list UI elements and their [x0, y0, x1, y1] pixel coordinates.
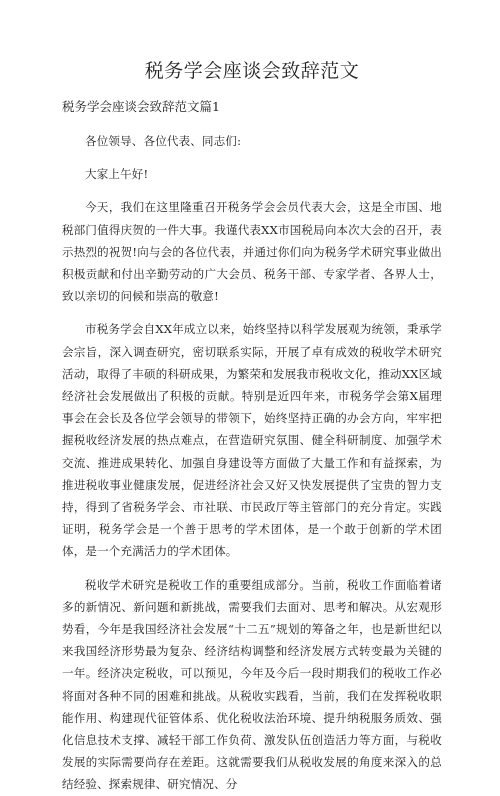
paragraph-2: 市税务学会自XX年成立以来，始终坚持以科学发展观为统领，秉承学会宗旨，深入调查研究，密切联系实际，开展了卓有成效的税收学术研究活动，取得了丰硕的科研成果，为繁荣和发展我市税收文化，推动XX区域经济社会发展做出了积极的贡献。特别是近四年来，市税务学会第X届理事会在会长及各位学会领导的带领下，始终坚持正确的办会方向，牢牢把握税收经济发展的热点难点，在营造研究氛围、健全科研制度、加强学术交流、推进成果转化、加强自身建设等方面做了大量工作和有益探索，为推进税收事业健康发展，促进经济社会又好又快发展提供了宝贵的智力支持，得到了省税务学会、市社联、市民政厅等主管部门的充分肯定。实践证明，税务学会是一个善于思考的学术团体，是一个敢于创新的学术团体，是一个充满活力的学术团体。	[62, 322, 442, 559]
greeting: 大家上午好!	[85, 167, 149, 182]
paragraph-3: 税收学术研究是税收工作的重要组成部分。当前，税收工作面临着诸多的新情况、新问题和新挑战，需要我们去面对、思考和解决。从宏观形势看，今年是我国经济社会发展“十二五”规划的筹备之年，也是新世纪以来我国经济形势最为复杂、经济结构调整和经济发展方式转变最为关键的一年。经济决定税收，可以预见，今年及今后一段时期我们的税收工作必将面对各种不同的困难和挑战。从税收实践看，当前，我们在发挥税收职能作用、构建现代征管体系、优化税收法治环境、提升纳税服务质效、强化信息技术支撑、减轻干部工作负荷、激发队伍创造活力等方面，与税收发展的实际需要尚存在差距。这就需要我们从税收发展的角度来深入的总结经验、探索规律、研究情况、分	[62, 577, 442, 792]
paragraph-1: 今天，我们在这里隆重召开税务学会会员代表大会，这是全市国、地税部门值得庆贺的一件大事。我谨代表XX市国税局向本次大会的召开，表示热烈的祝贺!向与会的各位代表，并通过你们向为税务学术研究事业做出积极贡献和付出辛勤劳动的广大会员、税务干部、专家学者、各界人士，致以亲切的问候和崇高的敬意!	[62, 200, 442, 304]
section-title: 税务学会座谈会致辞范文篇1	[62, 99, 220, 114]
document-title: 税务学会座谈会致辞范文	[144, 60, 360, 82]
salutation: 各位领导、各位代表、同志们:	[85, 134, 242, 148]
